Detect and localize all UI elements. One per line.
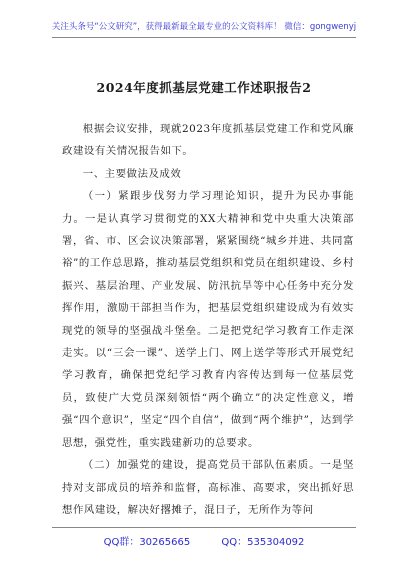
header-note: 关注头条号“公文研究”，获得最新最全最专业的公文资料库！ 微信：gongwenyj	[51, 22, 357, 32]
footer-qq: QQ：535304092	[221, 537, 305, 548]
document-body	[62, 118, 354, 521]
footer	[0, 533, 408, 548]
document-title: 2024年度抓基层党建工作述职报告2	[96, 80, 312, 95]
header-divider	[52, 37, 356, 38]
section-heading: 一、主要做法及成效	[82, 167, 182, 180]
footer-qq-group: QQ群：30265665	[103, 537, 191, 548]
body-paragraph: （二）加强党的建设，提高党员干部队伍素质。一是坚持对支部成员的培养和监督，高标准、高要求，突出抓好思想作风建设，解决好撂摊子，混日子，无所作为等问	[62, 459, 354, 516]
footer-divider	[52, 527, 356, 528]
intro-paragraph: 根据会议安排，现就2023年度抓基层党建工作和党风廉政建设有关情况报告如下。	[62, 123, 354, 158]
body-paragraph: （一）紧跟步伐努力学习理论知识，提升为民办事能力。一是认真学习贯彻党的XX大精神和党中央重大决策部署，省、市、区会议决策部署，紧紧围绕“城乡并进、共同富裕”的工作总思路，推动基层党组织和党员在组织建设、乡村振兴、基层治理、产业发展、防汛抗旱等中心任务中充分发挥作用，激励干部担当作为，把基层党组织建设成为有效实现党的领导的坚强战斗堡垒。二是把党纪学习教育工作走深走实。以“三会一课”、送学上门、网上送学等形式开展党纪学习教育，确保把党纪学习教育内容传达到每一位基层党员，致使广大党员深刻领悟“两个确立”的决定性意义，增强“四个意识”，坚定“四个自信”，做到“两个维护”，达到学思想，强党性，重实践建新功的总要求。	[62, 190, 354, 449]
